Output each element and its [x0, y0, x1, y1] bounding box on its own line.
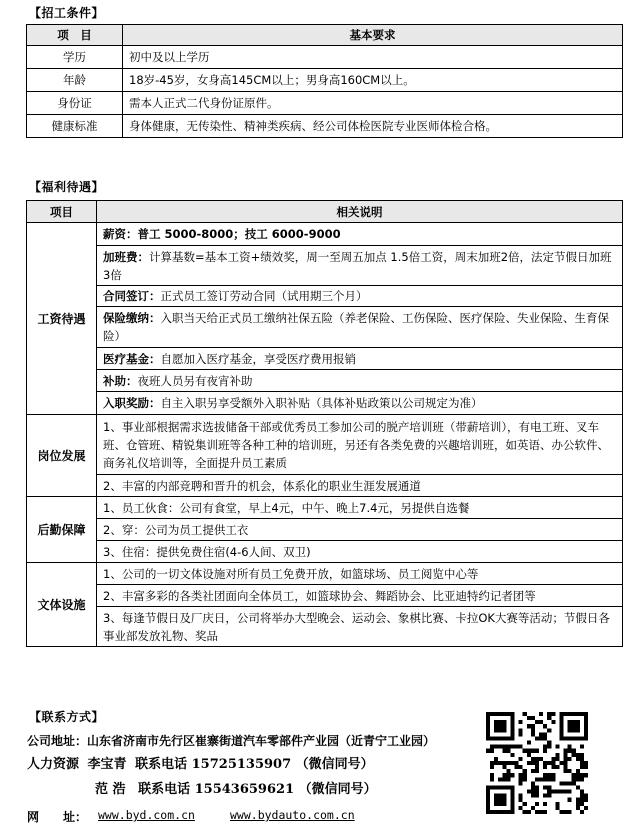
address-value: 山东省济南市先行区崔寨街道汽车零部件产业园（近青宁工业园）: [87, 734, 436, 748]
hr-contact-2: [95, 778, 377, 797]
logistics-item-2: 2、穿：公司为员工提供工衣: [97, 519, 623, 541]
wage-overtime: 加班费：计算基数=基本工资+绩效奖，周一至周五加点 1.5倍工资，周末加班2倍，法定节假日加班3倍: [97, 246, 623, 286]
website-link-byd[interactable]: www.byd.com.cn: [98, 808, 195, 822]
recruit-key-health: 健康标准: [27, 115, 123, 138]
welfare-header-description: 相关说明: [97, 201, 623, 223]
website-label: 网 址：: [27, 810, 88, 824]
welfare-category-wage: 工资待遇: [27, 223, 97, 415]
recruit-table: [26, 24, 623, 138]
table-row: [27, 541, 623, 563]
company-address: [27, 732, 435, 749]
welfare-category-culture: 文体设施: [27, 563, 97, 647]
phone-number-1[interactable]: 15725135907: [191, 757, 292, 772]
table-row: [27, 370, 623, 392]
wage-subsidy: 补助：夜班人员另有夜宵补助: [97, 370, 623, 392]
table-row: [27, 392, 623, 415]
recruit-value-education: 初中及以上学历: [123, 46, 623, 69]
table-row: [27, 475, 623, 497]
recruit-key-education: 学历: [27, 46, 123, 69]
logistics-item-1: 1、员工伙食：公司有食堂，早上4元，中午、晚上7.4元，另提供自选餐: [97, 497, 623, 519]
contact-person-2: 范 浩: [95, 782, 126, 797]
career-item-1: 1、事业部根据需求选拔储备干部或优秀员工参加公司的脱产培训班（带薪培训），有电工班、叉车班、仓管班、精锐集训班等各种工种的培训班，另还有各类免费的兴趣培训班，如英语、办公软件、商务礼仪培训等，全面提升员工素质: [97, 415, 623, 475]
wage-salary: 薪资：普工 5000-8000；技工 6000-9000: [97, 223, 623, 246]
table-row: [27, 497, 623, 519]
logistics-item-3: 3、住宿：提供免费住宿(4-6人间、双卫): [97, 541, 623, 563]
wechat-note-2: （微信同号）: [298, 782, 377, 797]
table-row: [27, 286, 623, 307]
table-row: [27, 223, 623, 246]
contact-section-title: 【联系方式】: [29, 710, 105, 724]
phone-number-2[interactable]: 15543659621: [194, 782, 295, 797]
table-row: [27, 46, 623, 69]
website-link-bydauto[interactable]: www.bydauto.com.cn: [230, 808, 355, 822]
recruit-section-title: 【招工条件】: [29, 6, 105, 20]
table-row: [27, 563, 623, 585]
welfare-category-career: 岗位发展: [27, 415, 97, 497]
welfare-category-logistics: 后勤保障: [27, 497, 97, 563]
welfare-header-item: 项目: [27, 201, 97, 223]
table-row: [27, 92, 623, 115]
table-row: [27, 415, 623, 475]
table-row: [27, 348, 623, 370]
address-label: 公司地址：: [27, 734, 88, 748]
contact-person-1: 李宝青: [87, 757, 127, 772]
welfare-table: [26, 200, 623, 647]
wage-medical-fund: 医疗基金：自愿加入医疗基金，享受医疗费用报销: [97, 348, 623, 370]
wechat-note-1: （微信同号）: [295, 757, 374, 772]
culture-item-3: 3、每逢节假日及厂庆日，公司将举办大型晚会、运动会、象棋比赛、卡拉OK大赛等活动；节假日各事业部发放礼物、奖品: [97, 607, 623, 647]
table-row: [27, 69, 623, 92]
recruit-header-requirement: 基本要求: [123, 25, 623, 46]
table-row: [27, 307, 623, 348]
recruit-header-item: 项 目: [27, 25, 123, 46]
table-row: [27, 115, 623, 138]
recruit-key-id: 身份证: [27, 92, 123, 115]
table-row: [27, 246, 623, 286]
recruit-key-age: 年龄: [27, 69, 123, 92]
wage-contract: 合同签订：正式员工签订劳动合同（试用期三个月）: [97, 286, 623, 307]
table-row: [27, 519, 623, 541]
phone-label-1: 联系电话: [135, 757, 188, 772]
welfare-section-title: 【福利待遇】: [29, 180, 105, 194]
recruit-value-id: 需本人正式二代身份证原件。: [123, 92, 623, 115]
recruit-value-age: 18岁-45岁，女身高145CM以上；男身高160CM以上。: [123, 69, 623, 92]
qr-code-icon: [486, 712, 588, 814]
table-row: [27, 607, 623, 647]
wage-insurance: 保险缴纳：入职当天给正式员工缴纳社保五险（养老保险、工伤保险、医疗保险、失业保险、生育保险）: [97, 307, 623, 348]
recruit-value-health: 身体健康，无传染性、精神类疾病、经公司体检医院专业医师体检合格。: [123, 115, 623, 138]
culture-item-2: 2、丰富多彩的各类社团面向全体员工，如篮球协会、舞蹈协会、比亚迪特约记者团等: [97, 585, 623, 607]
hr-label: 人力资源: [27, 757, 80, 772]
culture-item-1: 1、公司的一切文体设施对所有员工免费开放，如篮球场、员工阅览中心等: [97, 563, 623, 585]
phone-label-2: 联系电话: [138, 782, 191, 797]
wage-onboarding-bonus: 入职奖励：自主入职另享受额外入职补贴（具体补贴政策以公司规定为准）: [97, 392, 623, 415]
table-row: [27, 585, 623, 607]
hr-contact-1: [27, 753, 374, 772]
career-item-2: 2、丰富的内部竞聘和晋升的机会，体系化的职业生涯发展通道: [97, 475, 623, 497]
